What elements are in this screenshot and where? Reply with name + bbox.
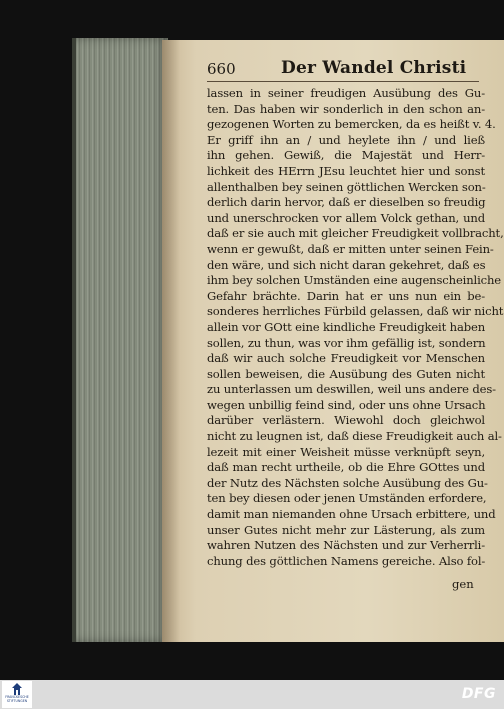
text-line: ten. Das haben wir sonderlich in den schon an- [207,101,485,116]
text-line: nicht zu leugnen ist, daß diese Freudigkeit auch al- [207,429,502,444]
text-line: lichkeit des HErrn JEsu leuchtet hier und sonst [207,163,485,178]
text-line: unser Gutes nicht mehr zur Lästerung, als zum [207,522,485,537]
text-line: allein vor GOtt eine kindliche Freudigkeit haben [207,319,486,334]
text-line: daß wir auch solche Freudigkeit vor Menschen [207,351,485,366]
text-line: sonderes herrliches Fürbild gelassen, daß wir nicht [207,304,504,319]
book-page-edges [72,38,168,642]
text-line: ihn gehen. Gewiß, die Majestät und Herr- [207,148,485,163]
text-line: zu unterlassen um deswillen, weil uns andere des- [207,382,496,397]
text-line: daß er sie auch mit gleicher Freudigkeit vollbracht, [207,226,504,241]
page-number: 660 [207,60,236,78]
text-line: damit man niemanden ohne Ursach erbittere, und [207,507,496,522]
text-line: ten bey diesen oder jenen Umständen erfordere, [207,491,487,506]
text-line: wenn er gewußt, daß er mitten unter seinen Fein- [207,241,494,256]
text-line: wegen unbillig feind sind, oder uns ohne Ursach [207,397,486,412]
text-line: chung des göttlichen Namens gereiche. Also fol- [207,553,486,568]
text-line: den wäre, und sich nicht daran gekehret, daß es [207,257,486,272]
text-line: Er griff ihn an / und heylete ihn / und ließ [207,132,485,147]
gutter-shadow [162,40,180,642]
text-line: darüber verlästern. Wiewohl doch gleichwol [207,413,485,428]
text-line: ihm bey solchen Umständen eine augenscheinliche [207,273,502,288]
text-line: und unerschrocken vor allem Volck gethan, und [207,210,485,225]
text-line: lezeit mit einer Weisheit müsse verknüpft seyn, [207,444,485,459]
viewer-footer-bar [0,680,504,709]
text-line: wahren Nutzen des Nächsten und zur Verherrli- [207,538,485,553]
text-line: sollen, zu thun, was vor ihm gefällig ist, sondern [207,335,486,350]
text-line: daß man recht urtheile, ob die Ehre GOttes und [207,460,485,475]
text-line: Gefahr brächte. Darin hat er uns nun ein be- [207,288,485,303]
catchword: gen [452,577,474,591]
running-head: Der Wandel Christi [281,58,467,78]
header-rule [207,81,479,82]
text-line: allenthalben bey seinen göttlichen Wercken son- [207,179,486,194]
library-logo-text: FRANCKESCHE STIFTUNGEN [5,695,29,703]
text-line: lassen in seiner freudigen Ausübung des Gu- [207,86,485,100]
page-header [207,58,477,80]
funder-logo: DFG [461,686,496,702]
text-line: derlich darin hervor, daß er dieselben so freudig [207,195,486,210]
library-logo [2,681,32,708]
text-line: sollen beweisen, die Ausübung des Guten nicht [207,366,485,381]
body-text [207,86,504,569]
text-line: der Nutz des Nächsten solche Ausübung des Gu- [207,475,488,490]
text-line: gezogenen Worten zu bemercken, da es heißt v. 4. [207,117,496,132]
